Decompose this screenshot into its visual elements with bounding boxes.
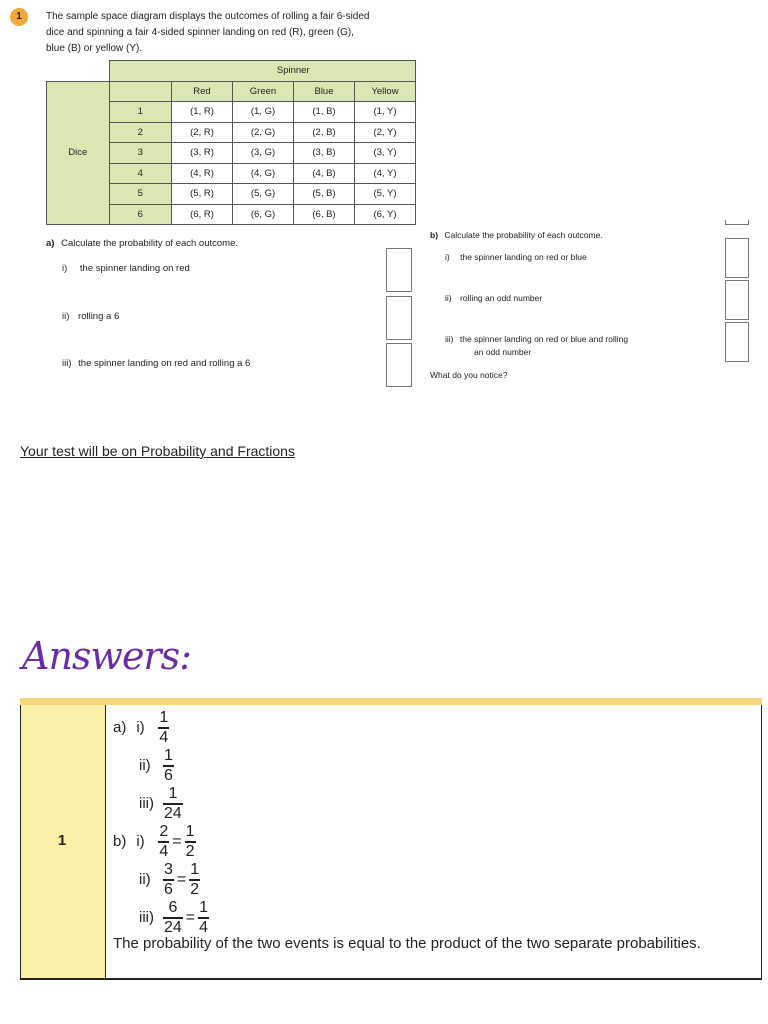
outcome-cell: (3, R) [172,143,233,164]
equals-sign: = [172,832,182,850]
die-value: 1 [109,102,172,123]
denominator: 6 [164,766,173,784]
answer-item-number: ii) [139,757,151,775]
answer-b-iii [139,900,209,936]
numerator: 1 [159,709,169,726]
denominator: 24 [164,804,182,822]
simplified-fraction [189,862,200,898]
outcome-cell: (5, R) [172,184,233,205]
item-number: ii) [445,293,452,303]
part-a-prompt [46,238,238,249]
question-number-badge: 1 [10,8,28,26]
item-text: rolling a 6 [78,311,120,322]
part-a-item [62,358,250,369]
equals-sign: = [185,908,196,926]
denominator: 2 [190,880,200,898]
numerator: 2 [159,823,169,840]
numerator: 6 [168,899,178,916]
answer-part-label: b) [113,833,127,851]
fraction [163,862,174,898]
outcome-cell: (6, B) [294,204,355,225]
outcome-cell: (6, R) [172,204,233,225]
answer-item-number: iii) [139,795,154,813]
outcome-cell: (4, G) [233,163,294,184]
outcome-cell: (3, G) [233,143,294,164]
outcome-cell: (2, G) [233,122,294,143]
answer-a-i [113,710,169,746]
denominator: 4 [159,728,169,746]
item-number: iii) [445,334,454,344]
denominator: 6 [164,880,173,898]
outcome-cell: (3, Y) [355,143,416,164]
part-b-label: b) [430,230,439,240]
answer-number: 1 [57,832,67,849]
numerator: 1 [185,823,195,840]
item-number: i) [445,252,450,262]
answer-box-b-iii[interactable] [725,322,749,362]
question-line: The sample space diagram displays the outcomes of rolling a fair 6-sided [46,11,370,22]
answer-b-ii [139,862,200,898]
outcome-cell: (2, R) [172,122,233,143]
answer-conclusion: The probability of the two events is equal to the product of the two separate probabilities. [113,935,701,952]
outcome-cell: (1, R) [172,102,233,123]
answer-box-b-ii[interactable] [725,280,749,320]
answer-box-a-i[interactable] [386,248,412,292]
denominator: 4 [199,918,209,936]
outcome-cell: (1, B) [294,102,355,123]
denominator: 4 [159,842,169,860]
numerator: 1 [164,747,173,764]
outcome-cell: (1, Y) [355,102,416,123]
numerator: 3 [164,861,173,878]
dice-header: Dice [47,81,110,225]
outcome-cell: (4, R) [172,163,233,184]
part-a-item [62,263,190,274]
die-value: 3 [109,143,172,164]
item-number: iii) [62,358,72,369]
answer-b-i [113,824,196,860]
part-b-item [445,252,587,262]
answer-box-a-ii[interactable] [386,296,412,340]
outcome-cell: (2, B) [294,122,355,143]
simplified-fraction [198,900,209,936]
outcome-cell: (2, Y) [355,122,416,143]
outcome-cell: (5, B) [294,184,355,205]
part-b-item [445,293,542,303]
sample-space-table [46,60,416,225]
answer-item-number: i) [136,719,145,737]
outcome-cell: (5, Y) [355,184,416,205]
die-value: 6 [109,204,172,225]
col-header-blue: Blue [294,81,355,102]
item-text: the spinner landing on red or blue and rolling [459,334,629,344]
outcome-cell: (3, B) [294,143,355,164]
col-header-red: Red [172,81,233,102]
item-text: the spinner landing on red and rolling a 6 [78,358,251,369]
answers-table-top-border [20,698,762,705]
item-number: ii) [62,311,70,322]
part-b-prompt [430,230,603,240]
answers-heading: Answers: [22,634,191,678]
item-text: the spinner landing on red [79,263,190,274]
outcome-cell: (4, Y) [355,163,416,184]
part-b-prompt-text: Calculate the probability of each outcome. [444,230,603,240]
item-text-continued: an odd number [474,347,532,357]
part-a-label: a) [46,238,55,249]
numerator: 1 [168,785,178,802]
col-header-green: Green [233,81,294,102]
fraction [163,786,183,822]
answer-a-iii [139,786,183,822]
die-value: 2 [109,122,172,143]
outcome-cell: (6, Y) [355,204,416,225]
die-value: 5 [109,184,172,205]
equals-sign: = [176,870,187,888]
spinner-header: Spinner [172,61,416,82]
denominator: 2 [185,842,195,860]
item-text: rolling an odd number [459,293,543,303]
question-text [46,9,406,57]
denominator: 24 [164,918,182,936]
part-a-item [62,311,119,322]
answer-box-b-i[interactable] [725,238,749,278]
item-text: the spinner landing on red or blue [460,252,587,262]
numerator: 1 [199,899,209,916]
simplified-fraction [185,824,196,860]
fraction [158,824,169,860]
fraction [163,748,174,784]
answers-table-bottom-border [20,978,762,980]
die-value: 4 [109,163,172,184]
fraction [163,900,183,936]
col-header-yellow: Yellow [355,81,416,102]
outcome-cell: (1, G) [233,102,294,123]
answer-item-number: ii) [139,871,151,889]
part-a-prompt-text: Calculate the probability of each outcome. [61,238,239,249]
outcome-cell: (5, G) [233,184,294,205]
answer-box-a-iii[interactable] [386,343,412,387]
notice-prompt: What do you notice? [430,370,508,380]
answer-box-edge [725,220,749,225]
answer-item-number: i) [136,833,145,851]
answer-part-label: a) [113,719,127,737]
numerator: 1 [190,861,200,878]
question-line: blue (B) or yellow (Y). [46,43,143,54]
answer-item-number: iii) [139,909,154,927]
outcome-cell: (6, G) [233,204,294,225]
part-b-item [445,334,628,344]
fraction [158,710,169,746]
answer-a-ii [139,748,174,784]
question-line: dice and spinning a fair 4-sided spinner landing on red (R), green (G), [46,27,354,38]
outcome-cell: (4, B) [294,163,355,184]
test-note: Your test will be on Probability and Fractions [20,443,295,459]
item-number: i) [62,263,68,274]
